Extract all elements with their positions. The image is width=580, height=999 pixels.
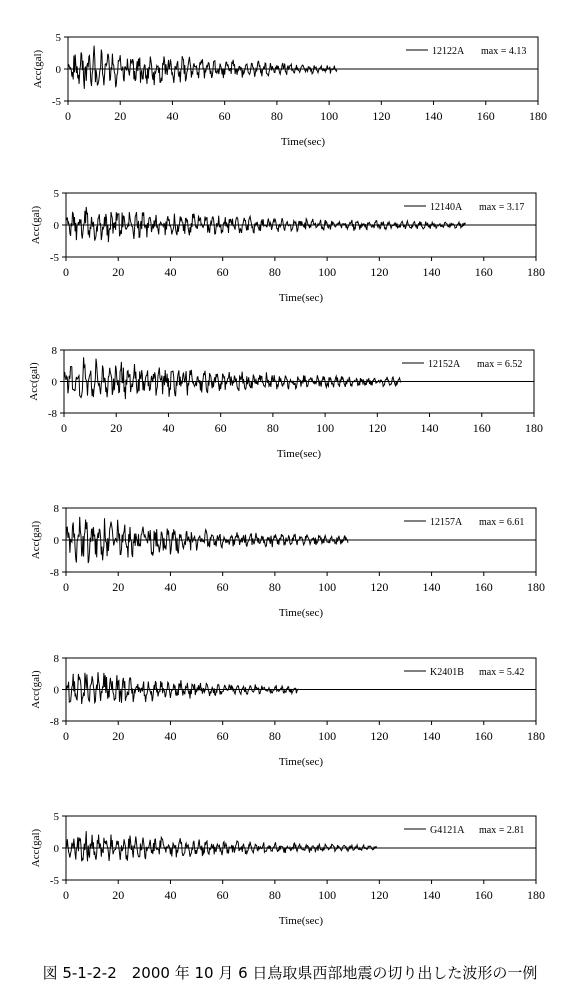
x-tick-label: 40: [164, 580, 177, 594]
x-tick-label: 60: [216, 888, 229, 902]
y-tick-label: -5: [51, 96, 61, 108]
x-tick-label: 0: [63, 888, 69, 902]
x-tick-label: 140: [422, 580, 441, 594]
x-tick-label: 80: [268, 265, 281, 279]
figure-caption: 図 5-1-2-2 2000 年 10 月 6 日鳥取県西部地震の切り出した波形の一例: [42, 964, 538, 982]
x-tick-label: 180: [525, 421, 543, 435]
x-tick-label: 20: [112, 265, 125, 279]
x-tick-label: 120: [370, 888, 389, 902]
legend-series-name: 12122A: [432, 46, 465, 57]
y-axis-label: Acc(gal): [30, 670, 42, 709]
x-tick-label: 0: [63, 729, 69, 743]
x-axis-label: Time(sec): [278, 607, 324, 619]
x-tick-label: 120: [370, 265, 389, 279]
y-axis-label: Acc(gal): [32, 49, 44, 89]
chart-panel: [30, 653, 545, 768]
x-tick-label: 80: [270, 109, 283, 123]
waveform-line: [66, 672, 298, 704]
y-tick-label: 0: [53, 220, 59, 232]
x-tick-label: 80: [268, 888, 281, 902]
y-tick-label: 0: [53, 843, 59, 855]
x-tick-label: 100: [318, 265, 337, 279]
x-tick-label: 120: [368, 421, 387, 435]
x-tick-label: 180: [529, 109, 547, 123]
x-tick-label: 100: [316, 421, 335, 435]
y-tick-label: 0: [53, 535, 59, 547]
x-tick-label: 160: [476, 109, 495, 123]
y-tick-label: 5: [53, 188, 59, 200]
x-tick-label: 160: [474, 265, 493, 279]
x-axis-label: Time(sec): [278, 756, 324, 768]
legend-max-label: max = 6.52: [477, 359, 523, 370]
x-tick-label: 100: [318, 580, 337, 594]
x-tick-label: 20: [112, 729, 125, 743]
waveform-line: [68, 46, 337, 89]
x-tick-label: 140: [422, 729, 441, 743]
legend-series-name: 12140A: [430, 202, 463, 213]
x-tick-label: 80: [266, 421, 279, 435]
x-tick-label: 0: [61, 421, 67, 435]
x-tick-label: 140: [422, 265, 441, 279]
x-tick-label: 0: [65, 109, 71, 123]
y-tick-label: 0: [51, 376, 57, 389]
chart-panel: [30, 503, 545, 619]
y-tick-label: -5: [49, 875, 59, 887]
x-tick-label: 140: [422, 888, 441, 902]
legend-series-name: 12152A: [428, 359, 461, 370]
x-tick-label: 100: [318, 888, 337, 902]
x-tick-label: 0: [63, 580, 69, 594]
x-tick-label: 20: [110, 421, 123, 435]
x-tick-label: 40: [164, 888, 177, 902]
legend-series-name: G4121A: [430, 825, 465, 836]
x-tick-label: 100: [320, 109, 339, 123]
y-axis-label: Acc(gal): [30, 520, 42, 560]
x-tick-label: 60: [218, 109, 231, 123]
x-tick-label: 20: [114, 109, 127, 123]
y-tick-label: 8: [51, 345, 57, 357]
legend-series-name: K2401B: [430, 667, 464, 678]
chart-panel: [30, 811, 545, 927]
y-tick-label: 5: [53, 811, 59, 823]
chart-panel: [30, 188, 545, 304]
legend-max-label: max = 2.81: [479, 825, 525, 836]
x-tick-label: 60: [216, 729, 229, 743]
x-tick-label: 120: [372, 109, 391, 123]
x-tick-label: 140: [420, 421, 439, 435]
y-tick-label: 8: [53, 653, 59, 665]
x-tick-label: 160: [474, 580, 493, 594]
y-axis-label: Acc(gal): [28, 362, 40, 401]
x-tick-label: 60: [214, 421, 227, 435]
legend-series-name: 12157A: [430, 517, 463, 528]
chart-panel: [32, 32, 547, 148]
x-tick-label: 80: [268, 729, 281, 743]
x-tick-label: 180: [527, 729, 545, 743]
y-tick-label: 8: [53, 503, 59, 515]
x-tick-label: 180: [527, 580, 545, 594]
x-tick-label: 40: [164, 265, 177, 279]
y-tick-label: 5: [55, 32, 61, 44]
x-tick-label: 40: [162, 421, 175, 435]
x-tick-label: 100: [318, 729, 337, 743]
x-tick-label: 40: [164, 729, 177, 743]
y-tick-label: -8: [47, 408, 57, 420]
x-tick-label: 40: [166, 109, 179, 123]
x-tick-label: 180: [527, 888, 545, 902]
x-tick-label: 140: [424, 109, 443, 123]
x-tick-label: 0: [63, 265, 69, 279]
y-tick-label: -8: [49, 567, 59, 579]
y-tick-label: -5: [49, 252, 59, 264]
x-tick-label: 120: [370, 580, 389, 594]
x-axis-label: Time(sec): [278, 292, 324, 304]
x-tick-label: 20: [112, 580, 125, 594]
x-tick-label: 120: [370, 729, 389, 743]
x-tick-label: 180: [527, 265, 545, 279]
y-tick-label: 0: [53, 684, 59, 697]
x-tick-label: 160: [474, 729, 493, 743]
x-tick-label: 60: [216, 580, 229, 594]
waveform-line: [66, 831, 377, 861]
y-tick-label: -8: [49, 716, 59, 728]
x-tick-label: 60: [216, 265, 229, 279]
waveform-line: [64, 357, 401, 399]
x-axis-label: Time(sec): [280, 136, 326, 148]
legend-max-label: max = 3.17: [479, 202, 525, 213]
chart-panel: [28, 345, 543, 460]
y-axis-label: Acc(gal): [30, 205, 42, 245]
x-tick-label: 160: [472, 421, 491, 435]
x-tick-label: 160: [474, 888, 493, 902]
x-tick-label: 20: [112, 888, 125, 902]
legend-max-label: max = 4.13: [481, 46, 527, 57]
x-tick-label: 80: [268, 580, 281, 594]
y-axis-label: Acc(gal): [30, 828, 42, 868]
y-tick-label: 0: [55, 64, 61, 76]
x-axis-label: Time(sec): [278, 915, 324, 927]
legend-max-label: max = 5.42: [479, 667, 525, 678]
x-axis-label: Time(sec): [276, 448, 322, 460]
legend-max-label: max = 6.61: [479, 517, 525, 528]
